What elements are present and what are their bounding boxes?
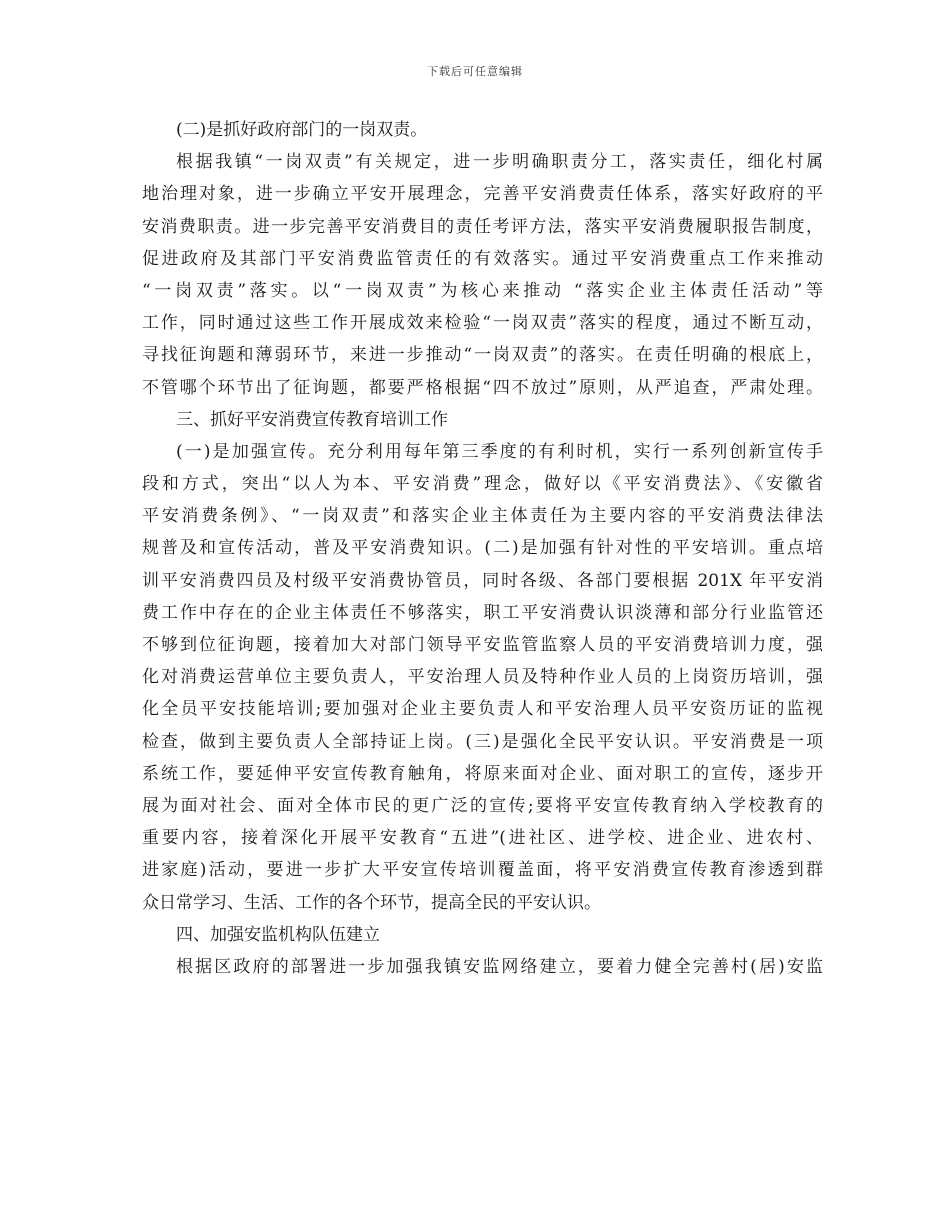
- text-line: 费工作中存在的企业主体责任不够落实，职工平安消费认识淡薄和部分行业监管还: [142, 602, 823, 623]
- text-line: 段和方式，突出“以人为本、平安消费”理念，做好以《平安消费法》、《安徽省: [142, 474, 823, 495]
- text-line: 根据区政府的部署进一步加强我镇安监网络建立，要着力健全完善村(居)安监: [176, 956, 823, 977]
- document-body: [142, 114, 823, 983]
- text-line: 化对消费运营单位主要负责人，平安治理人员及特种作业人员的上岗资历培训，强: [142, 667, 823, 688]
- section-heading: 四、加强安监机构队伍建立: [176, 924, 380, 945]
- text-line: 检查，做到主要负责人全部持证上岗。(三)是强化全民平安认识。平安消费是一项: [142, 731, 823, 752]
- text-line: 进家庭)活动，要进一步扩大平安宣传培训覆盖面，将平安消费宣传教育渗透到群: [142, 860, 823, 881]
- text-line: 不管哪个环节出了征询题，都要严格根据“四不放过”原则，从严追查，严肃处理。: [142, 377, 823, 398]
- text-line: 工作，同时通过这些工作开展成效来检验“一岗双责”落实的程度，通过不断互动，: [142, 313, 823, 334]
- text-line: 安消费职责。进一步完善平安消费目的责任考评方法，落实平安消费履职报告制度，: [142, 216, 823, 237]
- text-line: 化全员平安技能培训;要加强对企业主要负责人和平安治理人员平安资历证的监视: [142, 699, 823, 720]
- text-line: 地治理对象，进一步确立平安开展理念，完善平安消费责任体系，落实好政府的平: [142, 184, 823, 205]
- text-line: 促进政府及其部门平安消费监管责任的有效落实。通过平安消费重点工作来推动: [142, 248, 823, 269]
- text-line: 展为面对社会、面对全体市民的更广泛的宣传;要将平安宣传教育纳入学校教育的: [142, 795, 823, 816]
- text-line: 训平安消费四员及村级平安消费协管员，同时各级、各部门要根据 201X 年平安消: [142, 570, 823, 591]
- text-line: 众日常学习、生活、工作的各个环节，提高全民的平安认识。: [142, 892, 601, 913]
- section-heading: 三、抓好平安消费宣传教育培训工作: [176, 409, 448, 430]
- text-line: 规普及和宣传活动，普及平安消费知识。(二)是加强有针对性的平安培训。重点培: [142, 538, 823, 559]
- text-line: (一)是加强宣传。充分利用每年第三季度的有利时机，实行一系列创新宣传手: [176, 441, 823, 462]
- paragraph-heading: (二)是抓好政府部门的一岗双责。: [176, 120, 428, 140]
- text-line: 系统工作，要延伸平安宣传教育触角，将原来面对企业、面对职工的宣传，逐步开: [142, 763, 823, 784]
- text-line: 重要内容，接着深化开展平安教育“五进”(进社区、进学校、进企业、进农村、: [142, 828, 823, 849]
- text-line: 平安消费条例》、“一岗双责”和落实企业主体责任为主要内容的平安消费法律法: [142, 506, 823, 527]
- text-line: 寻找征询题和薄弱环节，来进一步推动“一岗双责”的落实。在责任明确的根底上，: [142, 345, 823, 366]
- page-header-note: 下载后可任意编辑: [427, 65, 523, 78]
- text-line: 根据我镇“一岗双责”有关规定，进一步明确职责分工，落实责任，细化村属: [176, 152, 823, 173]
- text-line: 不够到位征询题，接着加大对部门领导平安监管监察人员的平安消费培训力度，强: [142, 635, 823, 655]
- text-line: “一岗双责”落实。以“一岗双责”为核心来推动 “落实企业主体责任活动”等: [142, 280, 823, 301]
